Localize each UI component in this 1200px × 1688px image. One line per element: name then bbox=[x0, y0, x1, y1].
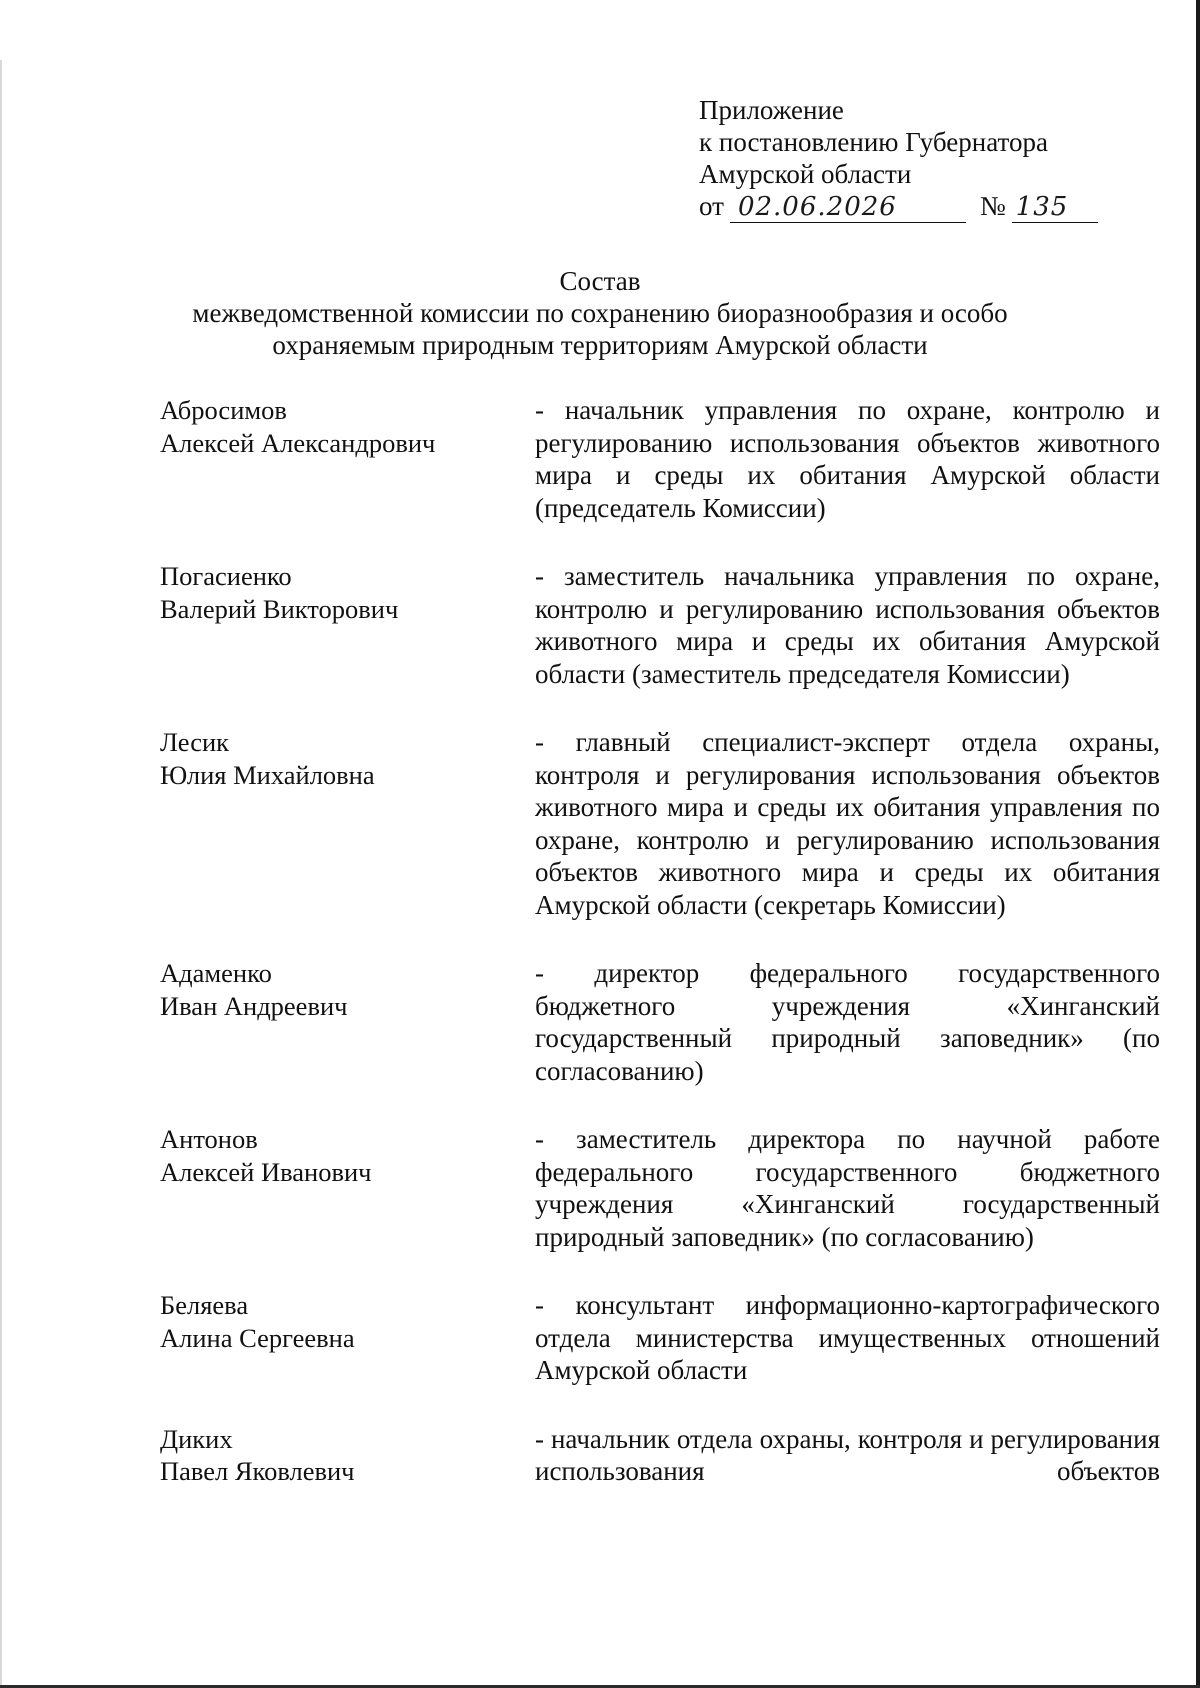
document-title bbox=[150, 265, 1050, 361]
member-surname: Лесик bbox=[160, 727, 230, 757]
member-name bbox=[160, 1123, 535, 1253]
member-entry bbox=[160, 726, 1160, 921]
member-entry bbox=[160, 957, 1160, 1087]
member-name bbox=[160, 957, 535, 1087]
member-role: - главный специалист-эксперт отдела охраны, контроля и регулирования использования объектов животного мира и среды их обитания управления по охране, контролю и регулированию использования объектов животного мира и среды их обитания Амурской области (секретарь Комиссии) bbox=[535, 727, 1160, 920]
commission-members-list bbox=[160, 394, 1160, 1524]
title-heading: Состав bbox=[559, 266, 641, 296]
handwritten-date: 02.06.2026 bbox=[730, 192, 966, 223]
member-given-names: Валерий Викторович bbox=[160, 593, 399, 624]
member-role: - заместитель директора по научной работе федерального государственного бюджетного учреждения «Хинганский государственный природный заповедник» (по согласованию) bbox=[535, 1124, 1160, 1252]
member-role: - консультант информационно-картографического отдела министерства имущественных отношений Амурской области bbox=[535, 1290, 1160, 1385]
member-entry bbox=[160, 1289, 1160, 1387]
member-name bbox=[160, 560, 535, 690]
title-subtitle-line-1: межведомственной комиссии по сохранению биоразнообразия и особо bbox=[192, 298, 1008, 328]
date-prefix: от bbox=[699, 191, 724, 221]
member-entry bbox=[160, 1423, 1160, 1488]
member-given-names: Павел Яковлевич bbox=[160, 1456, 355, 1486]
handwritten-number: 135 bbox=[1012, 192, 1098, 223]
member-role: - начальник отдела охраны, контроля и регулирования использования объектов bbox=[535, 1423, 1160, 1486]
scan-border-right bbox=[1196, 0, 1200, 1688]
member-given-names: Юлия Михайловна bbox=[160, 759, 375, 790]
member-entry bbox=[160, 560, 1160, 690]
member-given-names: Алексей Александрович bbox=[160, 427, 436, 458]
member-surname: Погасиенко bbox=[160, 561, 292, 591]
member-surname: Диких bbox=[160, 1423, 233, 1454]
member-name bbox=[160, 1423, 535, 1488]
scan-border-left bbox=[0, 60, 2, 1688]
member-name bbox=[160, 394, 535, 524]
member-entry bbox=[160, 1123, 1160, 1253]
appendix-header bbox=[699, 94, 1098, 223]
member-surname: Антонов bbox=[160, 1124, 258, 1154]
member-name bbox=[160, 1289, 535, 1387]
member-surname: Беляева bbox=[160, 1290, 249, 1320]
member-given-names: Иван Андреевич bbox=[160, 990, 348, 1021]
appendix-reference-row bbox=[699, 190, 1098, 223]
number-sign: № bbox=[979, 191, 1006, 221]
member-role: - заместитель начальника управления по охране, контролю и регулированию использования объектов животного мира и среды их обитания Амурской области (заместитель председателя Комиссии) bbox=[535, 561, 1160, 689]
title-subtitle-line-2: охраняемым природным территориям Амурской области bbox=[272, 330, 928, 360]
appendix-decree-line: к постановлению Губернатора bbox=[699, 127, 1048, 157]
appendix-label: Приложение bbox=[699, 95, 844, 125]
member-given-names: Алексей Иванович bbox=[160, 1156, 372, 1187]
member-role: - начальник управления по охране, контролю и регулированию использования объектов животного мира и среды их обитания Амурской области (председатель Комиссии) bbox=[535, 395, 1160, 523]
member-name bbox=[160, 726, 535, 921]
member-entry bbox=[160, 394, 1160, 524]
appendix-region-line: Амурской области bbox=[699, 159, 912, 189]
member-surname: Абросимов bbox=[160, 395, 287, 425]
member-surname: Адаменко bbox=[160, 958, 272, 988]
member-given-names: Алина Сергеевна bbox=[160, 1322, 355, 1353]
member-role: - директор федерального государственного бюджетного учреждения «Хинганский государственный природный заповедник» (по согласованию) bbox=[535, 958, 1160, 1086]
